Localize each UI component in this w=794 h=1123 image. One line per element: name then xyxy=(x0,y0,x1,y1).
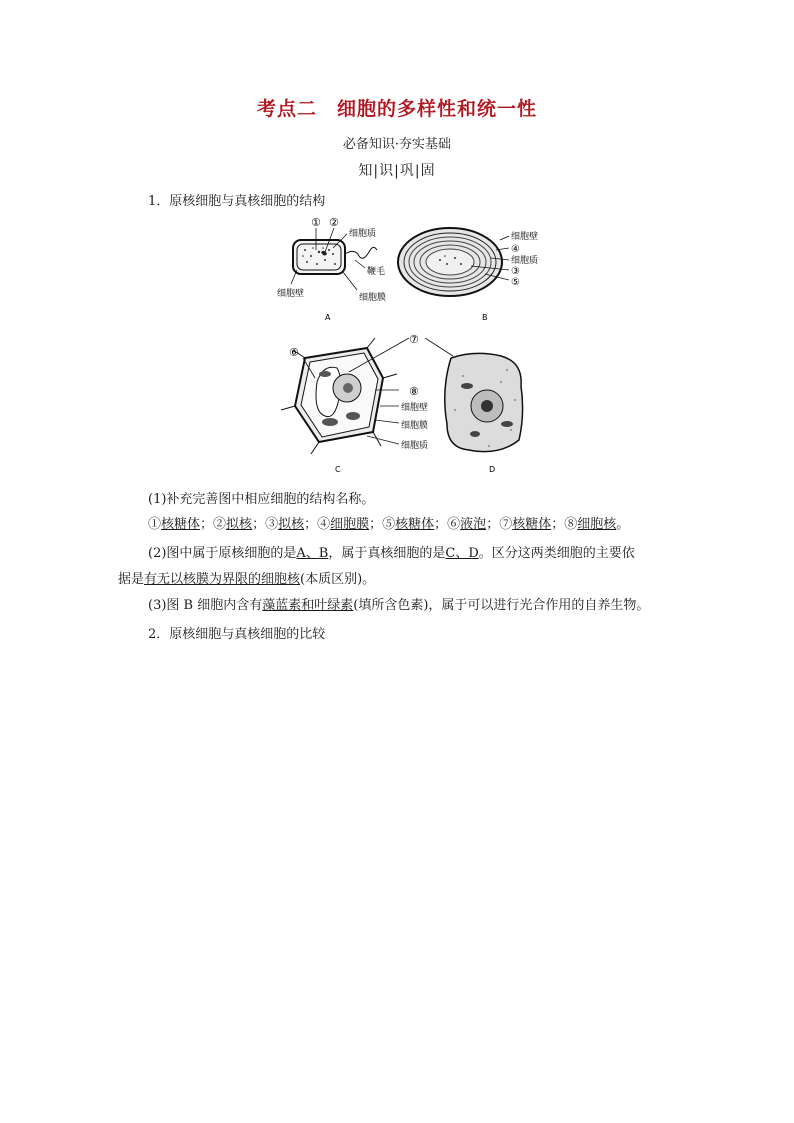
b-num-3: ③ xyxy=(511,266,520,277)
p2-num-5: ；⑤ xyxy=(369,517,396,532)
paragraph-2 xyxy=(148,513,629,532)
answer-eukaryotes: C、D xyxy=(445,546,479,561)
subtitle: 必备知识·夯实基础 xyxy=(342,137,452,152)
page-title: 考点二 细胞的多样性和统一性 xyxy=(256,98,537,120)
c-cytoplasm-label: 细胞质 xyxy=(401,441,429,451)
answer-2: 拟核 xyxy=(226,517,253,532)
p2-num-4: ；④ xyxy=(304,517,331,532)
c-membrane-label: 细胞膜 xyxy=(401,421,429,431)
b-wall-label: 细胞壁 xyxy=(511,232,539,242)
answer-8: 细胞核 xyxy=(577,517,617,532)
p4-text-1: (3)图 B 细胞内含有 xyxy=(148,598,263,613)
p3-text-5: (本质区别)。 xyxy=(300,572,376,587)
a-flagellum-label: 鞭毛 xyxy=(367,267,386,277)
a-cytoplasm-label: 细胞质 xyxy=(349,229,377,239)
p2-num-3: ；③ xyxy=(252,517,279,532)
paragraph-1: (1)补充完善图中相应细胞的结构名称。 xyxy=(148,492,375,507)
a-num-1: ① xyxy=(311,216,321,229)
a-membrane-label: 细胞膜 xyxy=(359,293,387,303)
answer-6: 液泡 xyxy=(460,517,487,532)
b-label: B xyxy=(482,313,488,322)
answer-distinction: 有无以核膜为界限的细胞核 xyxy=(144,572,301,587)
answer-4: 细胞膜 xyxy=(330,517,370,532)
p3-text-2: ，属于真核细胞的是 xyxy=(328,546,446,561)
answer-prokaryotes: A、B xyxy=(296,546,329,561)
p2-end: 。 xyxy=(616,517,630,532)
c-wall-label: 细胞壁 xyxy=(401,403,429,413)
cell-b-diagram xyxy=(398,228,509,296)
p2-num-1: ① xyxy=(148,517,162,532)
c-num-7: ⑦ xyxy=(409,333,419,346)
section-heading: 知|识|巩|固 xyxy=(358,163,436,179)
p3-text-4: 据是 xyxy=(118,572,145,587)
b-cytoplasm-label: 细胞质 xyxy=(511,256,539,266)
answer-pigments: 藻蓝素和叶绿素 xyxy=(262,598,354,613)
a-num-2: ② xyxy=(329,216,339,229)
c-num-6: ⑥ xyxy=(289,346,299,359)
a-wall-label: 细胞壁 xyxy=(277,289,305,299)
cell-structure-figure xyxy=(275,210,555,475)
p3-text-3: 。区分这两类细胞的主要依 xyxy=(478,546,635,561)
b-num-5: ⑤ xyxy=(511,277,520,288)
paragraph-3-line-1 xyxy=(148,542,635,561)
b-num-4: ④ xyxy=(511,244,520,255)
c-label: C xyxy=(335,465,341,474)
cell-c-diagram xyxy=(281,338,453,454)
p2-num-6: ；⑥ xyxy=(434,517,461,532)
p2-num-7: ；⑦ xyxy=(486,517,513,532)
answer-5: 核糖体 xyxy=(395,517,435,532)
a-label: A xyxy=(325,313,331,322)
answer-3: 拟核 xyxy=(278,517,305,532)
question-2-heading: 2．原核细胞与真核细胞的比较 xyxy=(148,627,326,642)
d-label: D xyxy=(489,465,496,474)
question-1-heading: 1．原核细胞与真核细胞的结构 xyxy=(148,194,326,209)
paragraph-3-line-2 xyxy=(118,568,375,587)
paragraph-4 xyxy=(148,594,649,613)
p2-num-8: ；⑧ xyxy=(551,517,578,532)
c-num-8: ⑧ xyxy=(409,385,419,398)
answer-1: 核糖体 xyxy=(161,517,201,532)
p4-text-2: (填所含色素)，属于可以进行光合作用的自养生物。 xyxy=(353,598,650,613)
p3-text-1: (2)图中属于原核细胞的是 xyxy=(148,546,297,561)
cell-d-diagram xyxy=(445,353,523,451)
p2-num-2: ；② xyxy=(200,517,227,532)
answer-7: 核糖体 xyxy=(512,517,552,532)
